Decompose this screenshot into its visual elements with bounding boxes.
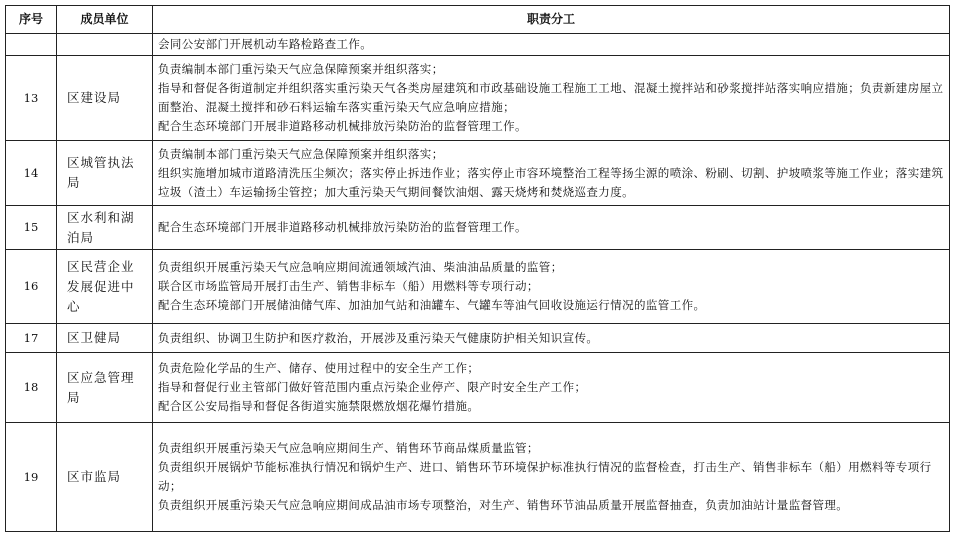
- table-row: [6, 34, 950, 56]
- row-num: 14: [6, 141, 57, 206]
- row-num: 16: [6, 250, 57, 324]
- duty-line: 联合区市场监管局开展打击生产、销售非标车（船）用燃料等专项行动；: [158, 279, 539, 293]
- row-num: [6, 34, 57, 56]
- header-duty: 职责分工: [153, 6, 950, 34]
- row-unit: [57, 34, 153, 56]
- table-row: [6, 141, 950, 206]
- table-header-row: [6, 6, 950, 34]
- duty-line: 负责组织开展锅炉节能标准执行情况和锅炉生产、进口、销售环节环境保护标准执行情况的监督检查，打击生产、销售非标车（船）用燃料等专项行动；: [158, 460, 932, 493]
- row-duty: [153, 423, 950, 532]
- duty-line: 配合区公安局指导和督促各街道实施禁限燃放烟花爆竹措施。: [158, 399, 480, 413]
- table-row: [6, 353, 950, 423]
- duty-line: 负责编制本部门重污染天气应急保障预案并组织落实；: [158, 62, 444, 76]
- table-row: [6, 423, 950, 532]
- table-row: [6, 324, 950, 353]
- duty-line: 负责编制本部门重污染天气应急保障预案并组织落实；: [158, 146, 444, 161]
- row-duty: [153, 206, 950, 250]
- row-duty: [153, 353, 950, 423]
- row-unit: 区卫健局: [57, 324, 153, 353]
- duty-line: 负责组织开展重污染天气应急响应期间成品油市场专项整治，对生产、销售环节油品质量开展监督抽查，负责加油站计量监督管理。: [158, 498, 849, 512]
- duty-line: 负责组织、协调卫生防护和医疗救治，开展涉及重污染天气健康防护相关知识宣传。: [158, 330, 599, 345]
- duty-line: 配合生态环境部门开展非道路移动机械排放污染防治的监督管理工作。: [158, 220, 527, 234]
- row-unit: 区城管执法局: [57, 141, 153, 206]
- duty-line: 会同公安部门开展机动车路检路查工作。: [158, 37, 373, 51]
- row-duty: [153, 324, 950, 353]
- duty-line: 配合生态环境部门开展储油储气库、加油加气站和油罐车、气罐车等油气回收设施运行情况的监管工作。: [158, 298, 706, 312]
- row-duty: [153, 34, 950, 56]
- table-row: [6, 56, 950, 141]
- row-num: 15: [6, 206, 57, 250]
- duty-line: 负责危险化学品的生产、储存、使用过程中的安全生产工作；: [158, 361, 480, 375]
- table-row: [6, 250, 950, 324]
- duty-line: 指导和督促各街道制定并组织落实重污染天气各类房屋建筑和市政基础设施工程施工工地、混凝土搅拌站和砂浆搅拌站落实响应措施；负责新建房屋立面整治、混凝土搅拌和砂石料运输车落实重污染天气应急响应措施；: [158, 81, 944, 114]
- duty-line: 组织实施增加城市道路清洗压尘频次；落实停止拆违作业；落实停止市容环境整治工程等扬尘源的喷涂、粉刷、切割、护坡喷浆等施工作业；落实建筑垃圾（渣土）车运输扬尘管控；加大重污染天气期间餐饮油烟、露天烧烤和焚烧巡查力度。: [158, 165, 944, 199]
- row-duty: [153, 141, 950, 206]
- row-duty: [153, 56, 950, 141]
- duty-line: 负责组织开展重污染天气应急响应期间流通领域汽油、柴油油品质量的监管；: [158, 260, 563, 274]
- duty-line: 配合生态环境部门开展非道路移动机械排放污染防治的监督管理工作。: [158, 119, 527, 133]
- duty-line: 指导和督促行业主管部门做好管范围内重点污染企业停产、限产时安全生产工作；: [158, 380, 587, 394]
- table-row: [6, 206, 950, 250]
- row-num: 18: [6, 353, 57, 423]
- row-num: 13: [6, 56, 57, 141]
- row-unit: 区市监局: [57, 423, 153, 532]
- header-unit: 成员单位: [57, 6, 153, 34]
- row-num: 19: [6, 423, 57, 532]
- row-unit: 区民营企业发展促进中心: [57, 250, 153, 324]
- row-unit: 区建设局: [57, 56, 153, 141]
- header-num: 序号: [6, 6, 57, 34]
- row-unit: 区水利和湖泊局: [57, 206, 153, 250]
- row-num: 17: [6, 324, 57, 353]
- duty-line: 负责组织开展重污染天气应急响应期间生产、销售环节商品煤质量监管；: [158, 441, 539, 455]
- row-unit: 区应急管理局: [57, 353, 153, 423]
- row-duty: [153, 250, 950, 324]
- duty-table: [5, 5, 950, 532]
